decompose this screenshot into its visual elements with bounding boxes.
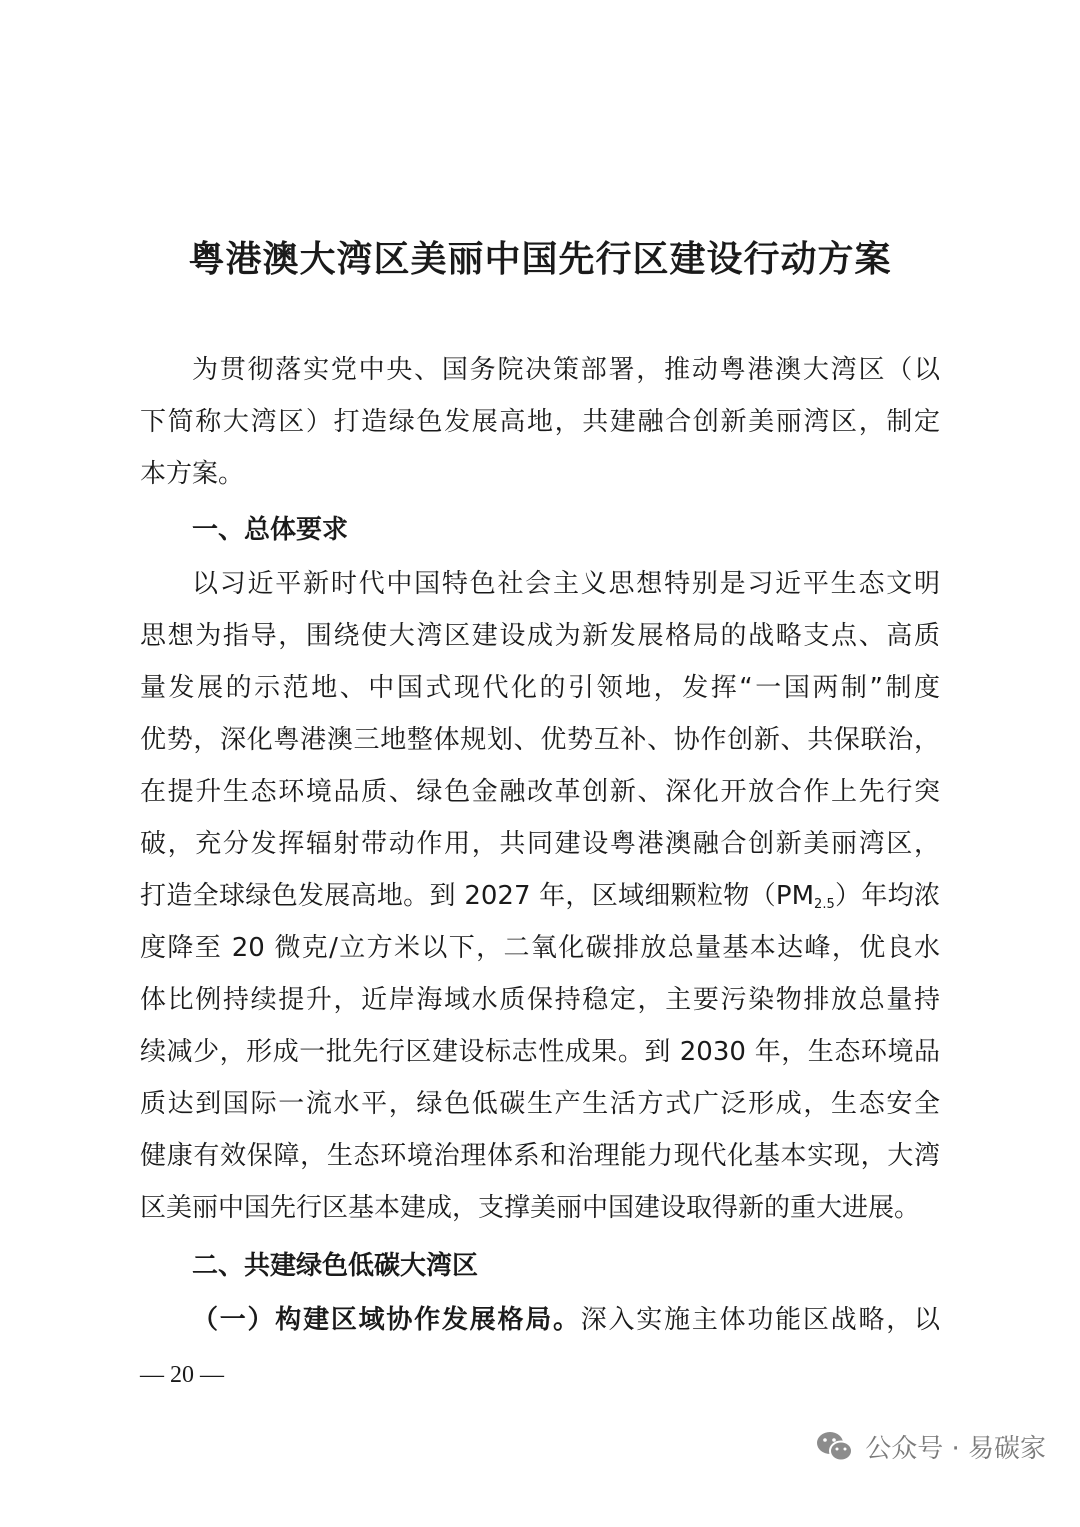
section-heading: 一、总体要求 <box>192 515 349 545</box>
body-line: 体比例持续提升，近岸海域水质保持稳定，主要污染物排放总量持 <box>140 985 940 1015</box>
body-line: 量发展的示范地、中国式现代化的引领地，发挥“一国两制”制度 <box>140 673 940 703</box>
intro-line: 下简称大湾区）打造绿色发展高地，共建融合创新美丽湾区，制定 <box>140 407 940 437</box>
body-line: 区美丽中国先行区基本建成，支撑美丽中国建设取得新的重大进展。 <box>140 1193 921 1223</box>
intro-line: 为贯彻落实党中央、国务院决策部署，推动粤港澳大湾区（以 <box>192 355 940 385</box>
subsection-line <box>192 1294 940 1346</box>
body-line: 续减少，形成一批先行区建设标志性成果。到 2030 年，生态环境品 <box>140 1037 940 1067</box>
page-number: — 20 — <box>140 1362 224 1388</box>
body-line: 破，充分发挥辐射带动作用，共同建设粤港澳融合创新美丽湾区， <box>140 829 940 859</box>
wechat-icon <box>815 1430 855 1464</box>
body-line: 思想为指导，围绕使大湾区建设成为新发展格局的战略支点、高质 <box>140 621 940 651</box>
pm-text-after: ）年均浓 <box>834 881 940 911</box>
pm-text-before: 打造全球绿色发展高地。到 2027 年，区域细颗粒物（PM <box>140 881 815 911</box>
subsection-title: （一）构建区域协作发展格局。 <box>192 1305 581 1335</box>
body-line: 度降至 20 微克/立方米以下，二氧化碳排放总量基本达峰，优良水 <box>140 933 940 963</box>
section-heading: 二、共建绿色低碳大湾区 <box>192 1251 479 1281</box>
subsection-text: 深入实施主体功能区战略，以 <box>580 1305 940 1335</box>
body-line: 质达到国际一流水平，绿色低碳生产生活方式广泛形成，生态安全 <box>140 1089 940 1119</box>
body-line-pm <box>140 870 940 922</box>
body-line: 在提升生态环境品质、绿色金融改革创新、深化开放合作上先行突 <box>140 777 940 807</box>
watermark-text: 公众号 · 易碳家 <box>865 1434 1046 1464</box>
body-line: 健康有效保障，生态环境治理体系和治理能力现代化基本实现，大湾 <box>140 1141 940 1171</box>
intro-line: 本方案。 <box>140 459 245 489</box>
watermark <box>815 1428 1046 1465</box>
pm-subscript: 2.5 <box>814 897 835 912</box>
body-line: 优势，深化粤港澳三地整体规划、优势互补、协作创新、共保联治， <box>140 725 940 755</box>
document-title: 粤港澳大湾区美丽中国先行区建设行动方案 <box>188 238 892 280</box>
body-line: 以习近平新时代中国特色社会主义思想特别是习近平生态文明 <box>192 569 940 599</box>
